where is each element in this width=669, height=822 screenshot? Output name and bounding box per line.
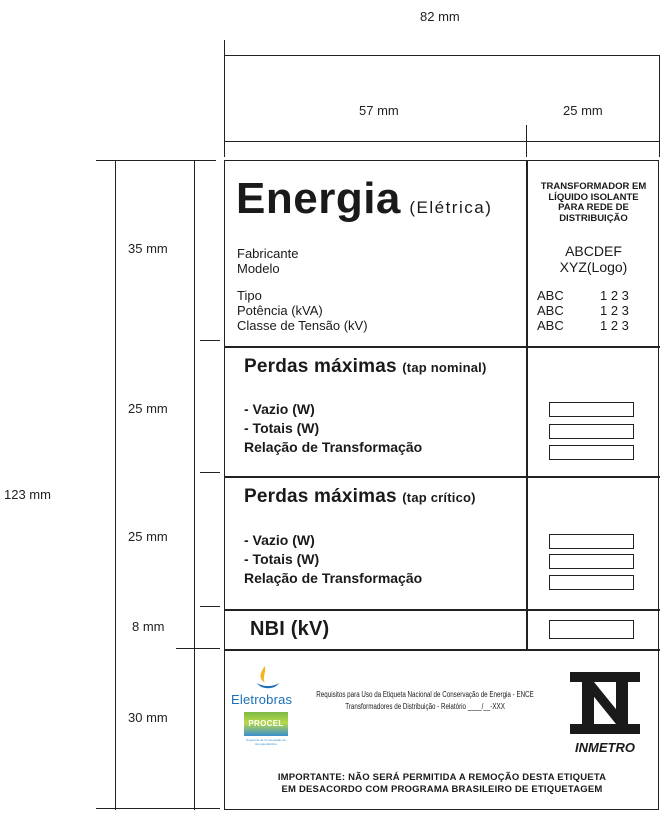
dimension-total-height: 123 mm xyxy=(4,487,51,502)
losses-nominal-item: - Totais (W) xyxy=(244,420,320,436)
dimension-row-1: 35 mm xyxy=(128,241,168,256)
losses-nominal-item: - Vazio (W) xyxy=(244,401,315,417)
spec-nums: 1 2 3 xyxy=(600,318,629,333)
value-box-nbi xyxy=(549,620,634,639)
eletrobras-logo xyxy=(231,664,305,708)
row-separator-4 xyxy=(224,649,660,651)
losses-critical-heading xyxy=(244,486,476,508)
requirements-text xyxy=(310,689,540,713)
dim-line-mid xyxy=(224,141,660,142)
losses-nominal-item: Relação de Transformação xyxy=(244,439,423,455)
dim-tick-1 xyxy=(200,340,220,341)
eletrobras-drop-icon xyxy=(257,683,279,688)
row-separator-3 xyxy=(224,609,660,611)
procel-caption: Programa de Conservação de Energia Elétrica xyxy=(245,738,287,746)
losses-critical-item: - Vazio (W) xyxy=(244,532,315,548)
eletrobras-wordmark: Eletrobras xyxy=(231,692,293,707)
dim-vline-outer xyxy=(115,160,116,810)
dim-vline-inner xyxy=(194,160,195,810)
modelo-value: XYZ(Logo) xyxy=(559,259,628,275)
row-separator-2 xyxy=(224,476,660,478)
dim-line-top-right xyxy=(224,55,660,56)
title-energia: Energia xyxy=(236,174,401,223)
value-box-critical-relacao xyxy=(549,575,634,590)
nbi-label: NBI (kV) xyxy=(250,618,330,640)
dimension-row-3: 25 mm xyxy=(128,529,168,544)
dim-tick-4 xyxy=(176,648,220,649)
spec-label-potencia: Potência (kVA) xyxy=(237,303,323,318)
dimension-row-2: 25 mm xyxy=(128,401,168,416)
dim-tick-3 xyxy=(200,606,220,607)
spec-nums: 1 2 3 xyxy=(600,303,629,318)
spec-nums: 1 2 3 xyxy=(600,288,629,303)
column-separator xyxy=(526,160,528,650)
losses-nominal-title: Perdas máximas xyxy=(244,356,397,377)
dimension-row-4: 8 mm xyxy=(132,619,165,634)
product-type-line: LÍQUIDO ISOLANTE xyxy=(548,191,639,203)
title-eletrica: (Elétrica) xyxy=(409,198,493,217)
losses-critical-list xyxy=(244,531,422,588)
value-box-nominal-totais xyxy=(549,424,634,439)
spec-code: ABC xyxy=(537,303,564,318)
losses-nominal-qualifier: (tap nominal) xyxy=(402,360,487,375)
product-type-line: TRANSFORMADOR EM xyxy=(540,181,647,192)
dim-line-top-left-tick xyxy=(224,40,225,157)
inmetro-wordmark: INMETRO xyxy=(575,740,635,755)
requirements-line-2: Transformadores de Distribuição - Relatório ____/__-XXX xyxy=(345,702,505,711)
dimension-left-width: 57 mm xyxy=(359,103,399,118)
row-separator-1 xyxy=(224,346,660,348)
dimension-row-5: 30 mm xyxy=(128,710,168,725)
dim-tick-top xyxy=(96,160,216,161)
inmetro-symbol-icon xyxy=(566,670,644,738)
product-type xyxy=(528,182,659,224)
losses-critical-qualifier: (tap crítico) xyxy=(402,490,476,505)
dimension-right-width: 25 mm xyxy=(563,103,603,118)
losses-critical-title: Perdas máximas xyxy=(244,486,397,507)
label-title xyxy=(236,174,492,224)
dimension-total-width: 82 mm xyxy=(420,9,460,24)
fabricante-value: ABCDEF xyxy=(565,243,622,259)
fabricante-label: Fabricante xyxy=(237,246,299,261)
losses-critical-item: - Totais (W) xyxy=(244,551,320,567)
value-box-nominal-relacao xyxy=(549,445,634,460)
eletrobras-flame-icon xyxy=(261,666,266,683)
product-type-line: PARA REDE DE xyxy=(558,202,629,213)
eletrobras-symbol-icon xyxy=(231,664,305,692)
spec-label-tipo: Tipo xyxy=(237,288,262,303)
value-box-critical-totais xyxy=(549,554,634,569)
dim-line-split-tick xyxy=(526,125,527,157)
dim-tick-bottom xyxy=(96,808,220,809)
spec-label-tensao: Classe de Tensão (kV) xyxy=(237,318,368,333)
losses-nominal-list xyxy=(244,400,422,457)
dim-tick-2 xyxy=(200,472,220,473)
value-box-critical-vazio xyxy=(549,534,634,549)
warning-text xyxy=(226,772,658,796)
product-type-line: DISTRIBUIÇÃO xyxy=(559,212,628,224)
spec-code: ABC xyxy=(537,318,564,333)
warning-line-1: IMPORTANTE: NÃO SERÁ PERMITIDA A REMOÇÃO DESTA ETIQUETA xyxy=(277,772,607,783)
spec-code: ABC xyxy=(537,288,564,303)
procel-badge xyxy=(244,712,288,736)
warning-line-2: EM DESACORDO COM PROGRAMA BRASILEIRO DE ETIQUETAGEM xyxy=(281,784,603,795)
procel-wordmark: PROCEL xyxy=(248,719,284,728)
inmetro-logo xyxy=(566,670,644,760)
procel-logo xyxy=(244,712,288,752)
modelo-label: Modelo xyxy=(237,261,280,276)
value-box-nominal-vazio xyxy=(549,402,634,417)
losses-critical-item: Relação de Transformação xyxy=(244,570,423,586)
requirements-line-1: Requisitos para Uso da Etiqueta Nacional de Conservação de Energia - ENCE xyxy=(316,690,534,699)
losses-nominal-heading xyxy=(244,356,487,378)
